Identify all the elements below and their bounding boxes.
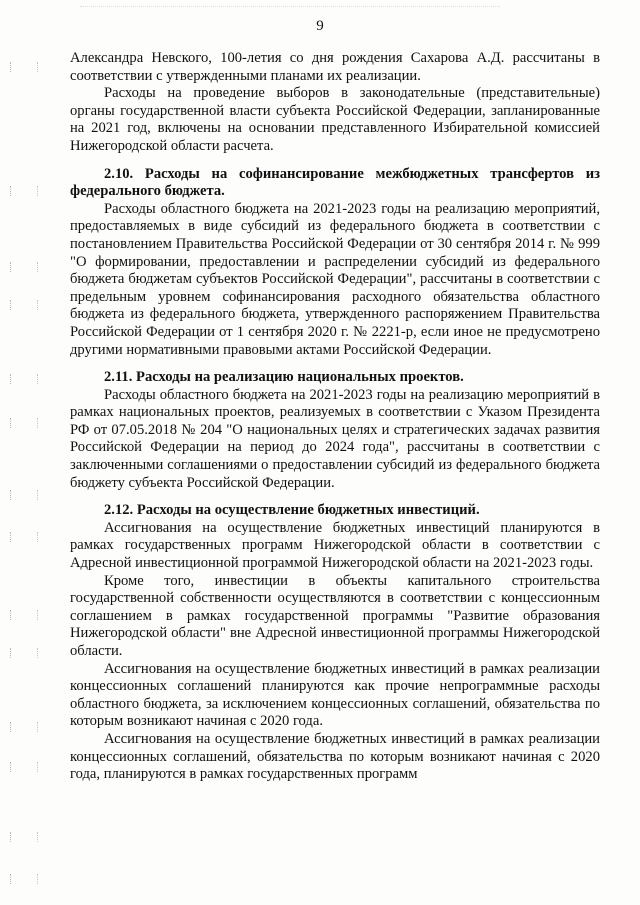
body-paragraph: Расходы областного бюджета на 2021-2023 годы на реализацию мероприятий, предоставляемых в виде субсидий из федерального бюджета в соответствии с постановлением Правительства Российской Федерации от 30 сентября 2014 г. № 999 "О формировании, предоставлении и распределении субсидий из федерального бюджета бюджетам субъектов Российской Федерации", рассчитаны в соответствии с предельным уровнем софинансирования расходного обязательства областного бюджета из федерального бюджета, утвержденного распоряжением Правительства Российской Федерации от 1 сентября 2020 г. № 2221-р, если иное не предусмотрено другими нормативными правовыми актами Российской Федерации.: [70, 200, 600, 358]
section-heading: 2.10. Расходы на софинансирование межбюджетных трансфертов из федерального бюджета.: [70, 165, 600, 200]
body-paragraph: Расходы областного бюджета на 2021-2023 годы на реализацию мероприятий в рамках национальных проектов, реализуемых в соответствии с Указом Президента РФ от 07.05.2018 № 204 "О национальных целях и стратегических задачах развития Российской Федерации на период до 2024 года", рассчитаны в соответствии с заключенными соглашениями о предоставлении субсидий из федерального бюджета бюджету субъекта Российской Федерации.: [70, 386, 600, 491]
paragraph-gap: [70, 359, 600, 369]
paragraph-gap: [70, 492, 600, 502]
scan-margin-marks: [0, 0, 60, 905]
body-paragraph: Ассигнования на осуществление бюджетных инвестиций в рамках реализации концессионных соглашений планируются как прочие непрограммные расходы областного бюджета, за исключением концессионных соглашений, обязательства по которым возникают начиная с 2020 года.: [70, 660, 600, 730]
paragraph-gap: [70, 156, 600, 166]
section-heading: 2.11. Расходы на реализацию национальных проектов.: [104, 369, 464, 386]
section-heading: 2.12. Расходы на осуществление бюджетных инвестиций.: [104, 502, 480, 519]
body-paragraph: Расходы на проведение выборов в законодательные (представительные) органы государственной власти субъекта Российской Федерации, запланированные на 2021 год, включены на основании представленного Избирательной комиссией Нижегородской области расчета.: [70, 85, 600, 154]
scan-artifact: [80, 0, 500, 7]
body-paragraph: Кроме того, инвестиции в объекты капитального строительства государственной собственности осуществляются в соответствии с концессионным соглашением в рамках государственной программы "Развитие образования Нижегородской области" вне Адресной инвестиционной программы Нижегородской области.: [70, 572, 600, 659]
body-paragraph: Ассигнования на осуществление бюджетных инвестиций в рамках реализации концессионных соглашений, обязательства по которым возникают начиная с 2020 года, планируются в рамках государственных программ: [70, 730, 600, 783]
body-paragraph: Ассигнования на осуществление бюджетных инвестиций планируются в рамках государственных программ Нижегородской области в соответствии с Адресной инвестиционной программой Нижегородской области на 2021-2023 годы.: [70, 519, 600, 572]
body-paragraph: Александра Невского, 100-летия со дня рождения Сахарова А.Д. рассчитаны в соответствии с утвержденными планами их реализации.: [70, 50, 600, 84]
document-body: [70, 50, 600, 784]
page-number: 9: [316, 18, 324, 34]
